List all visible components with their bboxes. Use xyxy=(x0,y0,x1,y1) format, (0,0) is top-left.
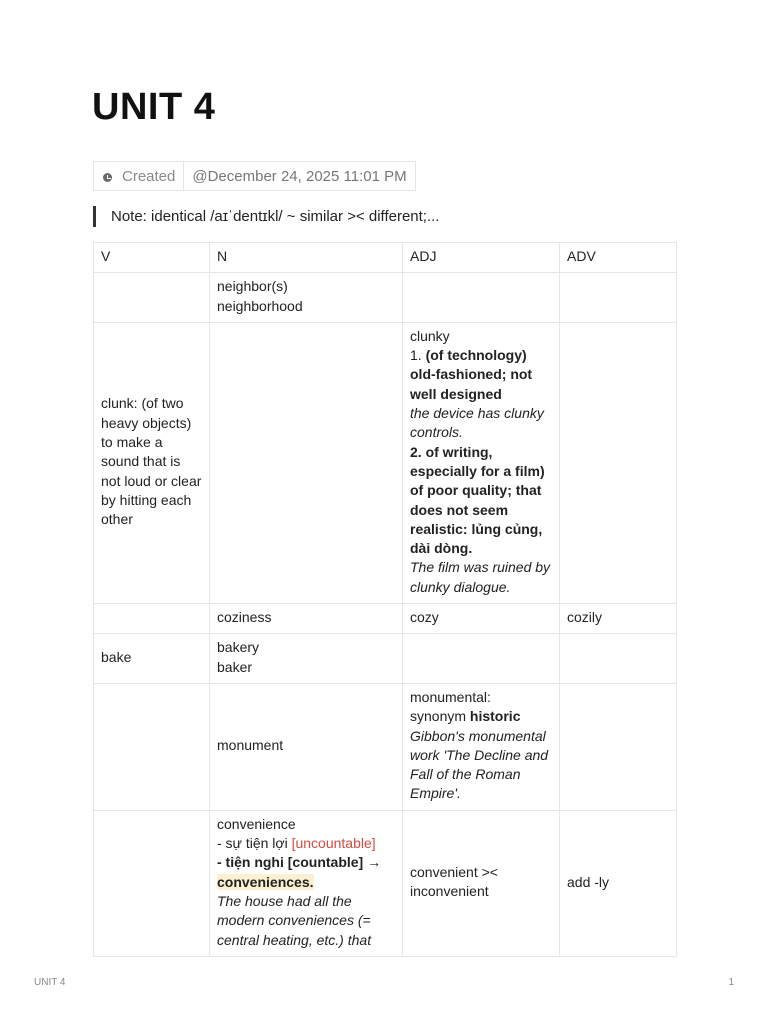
table-row xyxy=(94,273,677,323)
clock-icon xyxy=(103,173,112,182)
cell-v: clunk: (of two heavy objects) to make a sound that is not loud or clear by hitting each other xyxy=(94,322,210,603)
cell-n xyxy=(210,810,403,956)
adj-sense-2: 2. of writing, especially for a film) of poor quality; that does not seem realistic: lủng củng, dài dòng. xyxy=(410,443,545,557)
highlighted-plural: conveniences. xyxy=(217,873,314,890)
cell-adj xyxy=(403,322,560,603)
cell-n xyxy=(210,273,403,323)
cell-adj xyxy=(403,273,560,323)
noun-word: baker xyxy=(217,658,253,675)
created-property xyxy=(93,161,416,191)
cell-adv xyxy=(560,273,677,323)
adj-synonym xyxy=(410,707,552,726)
sense-text: - tiện nghi [countable] → xyxy=(217,854,382,871)
footer-title: UNIT 4 xyxy=(34,977,66,988)
cell-adv xyxy=(560,634,677,684)
header-adj: ADJ xyxy=(403,243,560,273)
vocabulary-table xyxy=(93,242,677,957)
cell-v xyxy=(94,273,210,323)
cell-adj: cozy xyxy=(403,604,560,634)
property-name: Created xyxy=(122,167,176,185)
noun-word: neighborhood xyxy=(217,297,303,314)
header-n: N xyxy=(210,243,403,273)
table-row xyxy=(94,634,677,684)
synonym-word: historic xyxy=(469,708,521,725)
noun-example: The house had all the modern conveniences (= central heating, etc.) that xyxy=(217,892,372,948)
property-name-cell xyxy=(94,162,184,190)
sense-text: - sự tiện lợi xyxy=(217,835,292,852)
cell-v xyxy=(94,604,210,634)
cell-adj xyxy=(403,683,560,810)
cell-adv xyxy=(560,683,677,810)
cell-adj xyxy=(403,634,560,684)
note-quote: Note: identical /aɪˈdentɪkl/ ~ similar >< different;... xyxy=(93,206,439,227)
table-row xyxy=(94,604,677,634)
adj-example-2: The film was ruined by clunky dialogue. xyxy=(410,559,551,595)
page-title: UNIT 4 xyxy=(92,86,216,128)
cell-adv: add -ly xyxy=(560,810,677,956)
sense-number: 1. xyxy=(410,347,426,364)
cell-adv: cozily xyxy=(560,604,677,634)
adj-word: monumental: xyxy=(410,688,491,705)
table-row xyxy=(94,322,677,603)
table-row xyxy=(94,683,677,810)
header-v: V xyxy=(94,243,210,273)
noun-word: bakery xyxy=(217,639,260,656)
header-adv: ADV xyxy=(560,243,677,273)
noun-word: convenience xyxy=(217,815,296,832)
grammar-tag: [uncountable] xyxy=(291,835,376,852)
cell-v xyxy=(94,683,210,810)
property-value[interactable]: @December 24, 2025 11:01 PM xyxy=(192,167,407,185)
cell-n: monument xyxy=(210,683,403,810)
adj-example: Gibbon's monumental work 'The Decline and Fall of the Roman Empire'. xyxy=(410,727,549,802)
adj-sense-1 xyxy=(410,346,552,404)
cell-adj: convenient >< inconvenient xyxy=(403,810,560,956)
cell-n xyxy=(210,322,403,603)
cell-v xyxy=(94,810,210,956)
cell-adv xyxy=(560,322,677,603)
noun-sense-2 xyxy=(217,853,395,892)
adj-word: clunky xyxy=(410,327,450,344)
cell-n: coziness xyxy=(210,604,403,634)
synonym-label: synonym xyxy=(410,708,470,725)
noun-sense-1 xyxy=(217,834,395,853)
noun-word: neighbor(s) xyxy=(217,278,288,295)
adj-example-1: the device has clunky controls. xyxy=(410,405,544,441)
page-number: 1 xyxy=(728,977,734,988)
cell-v: bake xyxy=(94,634,210,684)
sense-text: (of technology) old-fashioned; not well designed xyxy=(410,347,533,402)
table-row xyxy=(94,810,677,956)
cell-n xyxy=(210,634,403,684)
table-header-row xyxy=(94,243,677,273)
